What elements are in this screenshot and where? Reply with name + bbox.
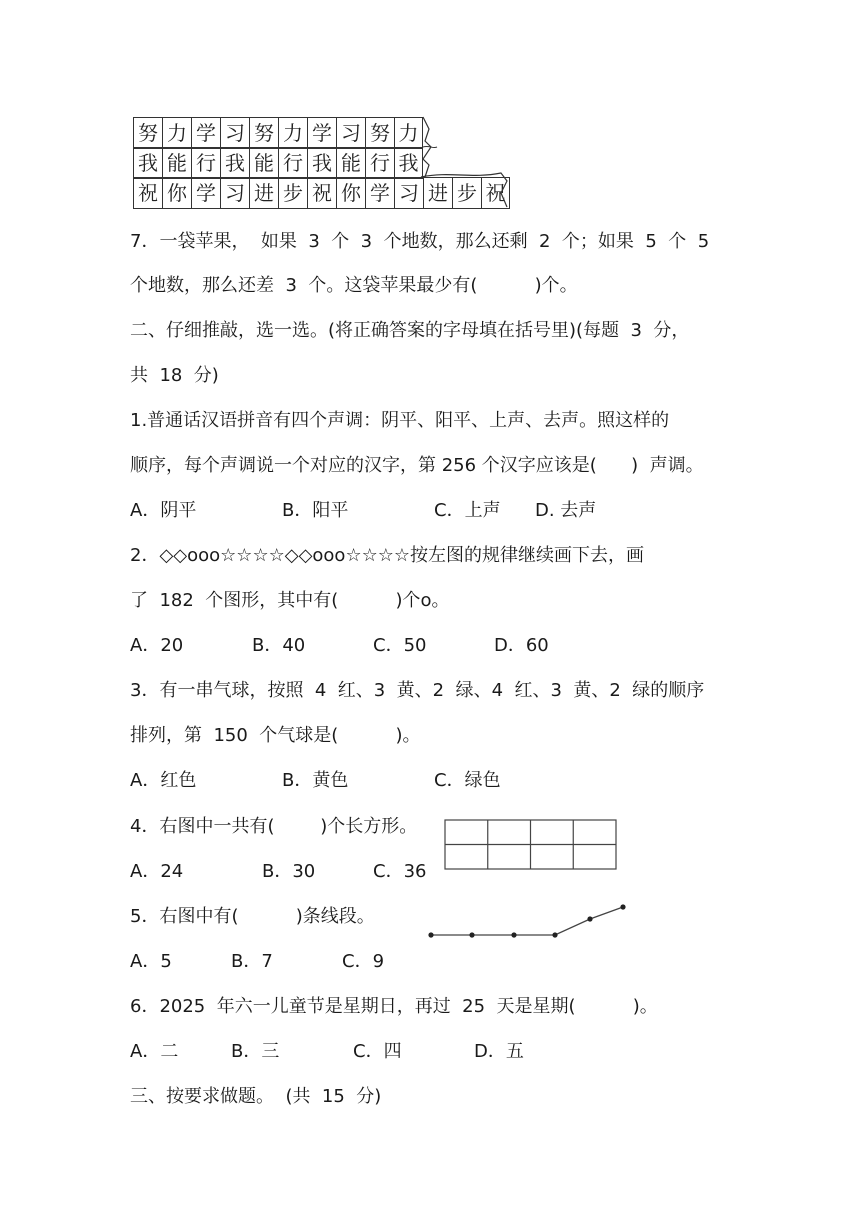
q6-option-d: D．五 [474, 1041, 524, 1062]
q2-option-c: C．50 [373, 635, 427, 656]
grid-cell: 进 [423, 178, 452, 208]
q2-option-a: A．20 [130, 635, 184, 656]
grid-cell: 行 [365, 148, 394, 178]
section-2-heading-line-2: 共 18 分) [130, 365, 219, 386]
grid-cell: 祝 [307, 178, 336, 208]
question-6-text: 6．2025 年六一儿童节是星期日，再过 25 天是星期( )。 [130, 996, 658, 1017]
grid-cell: 力 [394, 118, 423, 148]
grid-cell: 努 [365, 118, 394, 148]
grid-cell: 我 [394, 148, 423, 178]
question-4-text: 4．右图中一共有( )个长方形。 [130, 816, 418, 837]
grid-cell: 祝 [481, 178, 510, 208]
q3-option-c: C．绿色 [434, 770, 501, 791]
q4-option-b: B．30 [262, 861, 316, 882]
q5-option-c: C．9 [342, 951, 385, 972]
grid-cell: 能 [162, 148, 191, 178]
rectangle-grid-figure [444, 819, 618, 871]
q4-option-c: C．36 [373, 861, 427, 882]
question-1-line-2: 顺序，每个声调说一个对应的汉字，第 256 个汉字应该是( ) 声调。 [130, 455, 704, 476]
grid-cell: 祝 [133, 178, 162, 208]
grid-cell: 努 [133, 118, 162, 148]
q5-option-b: B．7 [231, 951, 273, 972]
grid-row-2 [133, 147, 423, 179]
section-3-heading: 三、按要求做题。 (共 15 分) [130, 1086, 382, 1107]
grid-cell: 学 [191, 178, 220, 208]
q6-option-a: A．二 [130, 1041, 179, 1062]
q1-option-b: B．阳平 [282, 500, 349, 521]
q5-option-a: A．5 [130, 951, 172, 972]
grid-cell: 习 [394, 178, 423, 208]
grid-cell: 步 [452, 178, 481, 208]
grid-cell: 步 [278, 178, 307, 208]
question-1-line-1: 1.普通话汉语拼音有四个声调：阴平、阳平、上声、去声。照这样的 [130, 410, 670, 431]
q3-option-a: A．红色 [130, 770, 197, 791]
grid-cell: 习 [336, 118, 365, 148]
grid-row-1 [133, 117, 423, 149]
grid-cell: 学 [365, 178, 394, 208]
question-7-line-2: 个地数，那么还差 3 个。这袋苹果最少有( )个。 [130, 275, 578, 296]
question-5-text: 5．右图中有( )条线段。 [130, 906, 375, 927]
grid-cell: 能 [249, 148, 278, 178]
grid-cell: 进 [249, 178, 278, 208]
question-3-line-2: 排列，第 150 个气球是( )。 [130, 725, 421, 746]
q6-option-b: B．三 [231, 1041, 280, 1062]
grid-cell: 努 [249, 118, 278, 148]
grid-cell: 学 [191, 118, 220, 148]
grid-cell: 我 [133, 148, 162, 178]
grid-cell: 习 [220, 118, 249, 148]
q1-option-d: D. 去声 [535, 500, 597, 521]
q3-option-b: B．黄色 [282, 770, 349, 791]
grid-cell: 你 [336, 178, 365, 208]
grid-cell: 习 [220, 178, 249, 208]
grid-cell: 力 [278, 118, 307, 148]
grid-cell: 我 [220, 148, 249, 178]
question-2-line-1: 2．◇◇ooo☆☆☆☆◇◇ooo☆☆☆☆按左图的规律继续画下去，画 [130, 545, 644, 566]
grid-cell: 能 [336, 148, 365, 178]
question-7-line-1: 7．一袋苹果， 如果 3 个 3 个地数，那么还剩 2 个；如果 5 个 5 [130, 231, 710, 252]
q2-option-b: B．40 [252, 635, 306, 656]
grid-cell: 行 [191, 148, 220, 178]
q1-option-c: C．上声 [434, 500, 501, 521]
question-3-line-1: 3．有一串气球，按照 4 红、3 黄、2 绿、4 红、3 黄、2 绿的顺序 [130, 680, 705, 701]
grid-cell: 力 [162, 118, 191, 148]
q4-option-a: A．24 [130, 861, 184, 882]
q2-option-d: D．60 [494, 635, 549, 656]
grid-cell: 学 [307, 118, 336, 148]
grid-cell: 你 [162, 178, 191, 208]
grid-cell: 我 [307, 148, 336, 178]
torn-edge-decoration [421, 115, 511, 211]
question-2-line-2: 了 182 个图形，其中有( )个o。 [130, 590, 450, 611]
q1-option-a: A．阴平 [130, 500, 197, 521]
line-segment-figure [426, 902, 630, 942]
grid-cell: 行 [278, 148, 307, 178]
q6-option-c: C．四 [353, 1041, 402, 1062]
section-2-heading-line-1: 二、仔细推敲，选一选。(将正确答案的字母填在括号里)(每题 3 分， [130, 320, 690, 341]
